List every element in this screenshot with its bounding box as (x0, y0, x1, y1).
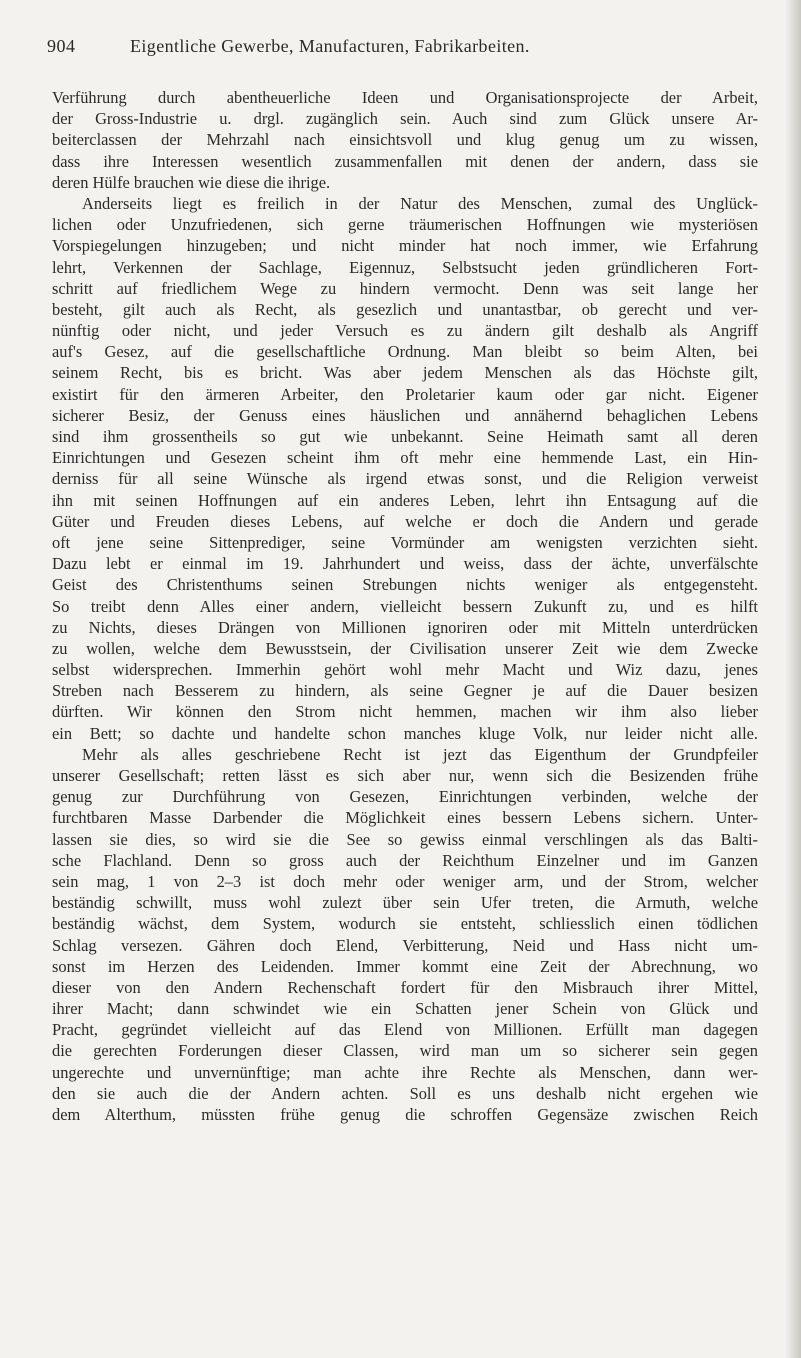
text-line: Pracht, gegründet vielleicht auf das Elend von Millionen. Erfüllt man dagegen (52, 1020, 758, 1040)
text-line: sche Flachland. Denn so gross auch der Reichthum Einzelner und im Ganzen (52, 850, 758, 870)
text-line: auf's Gesez, auf die gesellschaftliche Ordnung. Man bleibt so beim Alten, bei (52, 342, 758, 362)
text-line: Einrichtungen und Gesezen scheint ihm oft mehr eine hemmende Last, ein Hin- (52, 448, 758, 468)
text-line: Schlag versezen. Gähren doch Elend, Verbitterung, Neid und Hass nicht um- (52, 935, 758, 955)
text-line: lehrt, Verkennen der Sachlage, Eigennuz, Selbstsucht jeden gründlicheren Fort- (52, 257, 758, 277)
text-line: nünftig oder nicht, und jeder Versuch es zu ändern gilt deshalb als Angriff (52, 321, 758, 341)
text-line: ungerechte und unvernünftige; man achte ihre Rechte als Menschen, dann wer- (52, 1062, 758, 1082)
text-line: Anderseits liegt es freilich in der Natur des Menschen, zumal des Unglück- (82, 193, 758, 213)
page-edge-shadow (785, 0, 801, 1358)
text-line: zu Nichts, dieses Drängen von Millionen ignoriren oder mit Mitteln unterdrücken (52, 617, 758, 637)
text-line: dem Alterthum, müssten frühe genug die schroffen Gegensäze zwischen Reich (52, 1105, 758, 1124)
text-line: lichen oder Unzufriedenen, sich gerne träumerischen Hoffnungen wie mysteriösen (52, 215, 758, 235)
text-line: ihn mit seinen Hoffnungen auf ein anderes Leben, lehrt ihn Entsagung auf die (52, 490, 758, 510)
text-line: die gerechten Forderungen dieser Classen, wird man um so sicherer sein gegen (52, 1041, 758, 1061)
text-line: Mehr als alles geschriebene Recht ist jezt das Eigenthum der Grundpfeiler (82, 744, 758, 764)
text-line: dieser von den Andern Rechenschaft fordert für den Misbrauch ihrer Mittel, (52, 977, 758, 997)
text-line: beständig wächst, dem System, wodurch sie entsteht, schliesslich einen tödlichen (52, 914, 758, 934)
text-line: unserer Gesellschaft; retten lässt es sich aber nur, wenn sich die Besizenden frühe (52, 766, 758, 785)
text-line: ein Bett; so dachte und handelte schon manches kluge Volk, nur leider nicht alle. (52, 723, 758, 743)
text-line: Vorspiegelungen hinzugeben; und nicht minder hat noch immer, wie Erfahrung (52, 236, 758, 256)
text-line: schritt auf friedlichem Wege zu hindern vermocht. Denn was seit lange her (52, 278, 758, 298)
text-line: lassen sie dies, so wird sie die See so gewiss einmal verschlingen als das Balti- (52, 829, 758, 849)
text-line: beständig schwillt, muss wohl zulezt über sein Ufer treten, die Armuth, welche (52, 893, 758, 913)
body-text (52, 87, 758, 1125)
text-line: seinem Recht, bis es bricht. Was aber jedem Menschen als das Höchste gilt, (52, 363, 758, 383)
text-line: der Gross-Industrie u. drgl. zugänglich sein. Auch sind zum Glück unsere Ar- (52, 109, 758, 129)
text-line: sonst im Herzen des Leidenden. Immer kommt eine Zeit der Abrechnung, wo (52, 956, 758, 976)
text-line: sein mag, 1 von 2–3 ist doch mehr oder weniger arm, und der Strom, welcher (52, 871, 758, 891)
text-line: genug zur Durchführung von Gesezen, Einrichtungen verbinden, welche der (52, 787, 758, 807)
text-line: sind ihm grossentheils so gut wie unbekannt. Seine Heimath samt all deren (52, 427, 758, 446)
text-line: besteht, gilt auch als Recht, als gesezlich und unantastbar, ob gerecht und ver- (52, 299, 758, 319)
text-line: So treibt denn Alles einer andern, vielleicht bessern Zukunft zu, und es hilft (52, 596, 758, 616)
text-line: Dazu lebt er einmal im 19. Jahrhundert und weiss, dass der ächte, unverfälschte (52, 554, 758, 574)
text-line: dürften. Wir können den Strom nicht hemmen, machen wir ihm also lieber (52, 702, 758, 722)
text-line: Geist des Christenthums seinen Strebungen nichts weniger als entgegensteht. (52, 575, 758, 595)
text-line: dass ihre Interessen wesentlich zusammenfallen mit denen der andern, dass sie (52, 151, 758, 171)
text-line: Güter und Freuden dieses Lebens, auf welche er doch die Andern und gerade (52, 511, 758, 531)
page-number: 904 (47, 36, 76, 56)
text-line: furchtbaren Masse Darbender die Möglichkeit eines bessern Lebens sichern. Unter- (52, 808, 758, 828)
text-line: sicherer Besiz, der Genuss eines häuslichen und annähernd behaglichen Lebens (52, 405, 758, 425)
text-line: Streben nach Besserem zu hindern, als seine Gegner je auf die Dauer besizen (52, 681, 758, 701)
text-line: oft jene seine Sittenprediger, seine Vormünder am wenigsten verzichten sieht. (52, 532, 758, 552)
text-line: derniss für all seine Wünsche als irgend etwas sonst, und die Religion verweist (52, 469, 758, 489)
text-line: den sie auch die der Andern achten. Soll es uns deshalb nicht ergehen wie (52, 1083, 758, 1103)
text-line: deren Hülfe brauchen wie diese die ihrige. (52, 172, 331, 192)
running-head: Eigentliche Gewerbe, Manufacturen, Fabrikarbeiten. (130, 36, 530, 56)
page-header (0, 36, 801, 64)
text-line: ihrer Macht; dann schwindet wie ein Schatten jener Schein von Glück und (52, 999, 758, 1019)
text-line: selbst widersprechen. Immerhin gehört wohl mehr Macht und Wiz dazu, jenes (52, 660, 758, 680)
text-line: existirt für den ärmeren Arbeiter, den Proletarier kaum oder gar nicht. Eigener (52, 384, 758, 404)
text-line: beiterclassen der Mehrzahl nach einsichtsvoll und klug genug um zu wissen, (52, 130, 758, 150)
text-line: zu wollen, welche dem Bewusstsein, der Civilisation unserer Zeit wie dem Zwecke (52, 638, 758, 658)
text-line: Verführung durch abentheuerliche Ideen und Organisationsprojecte der Arbeit, (52, 88, 758, 107)
